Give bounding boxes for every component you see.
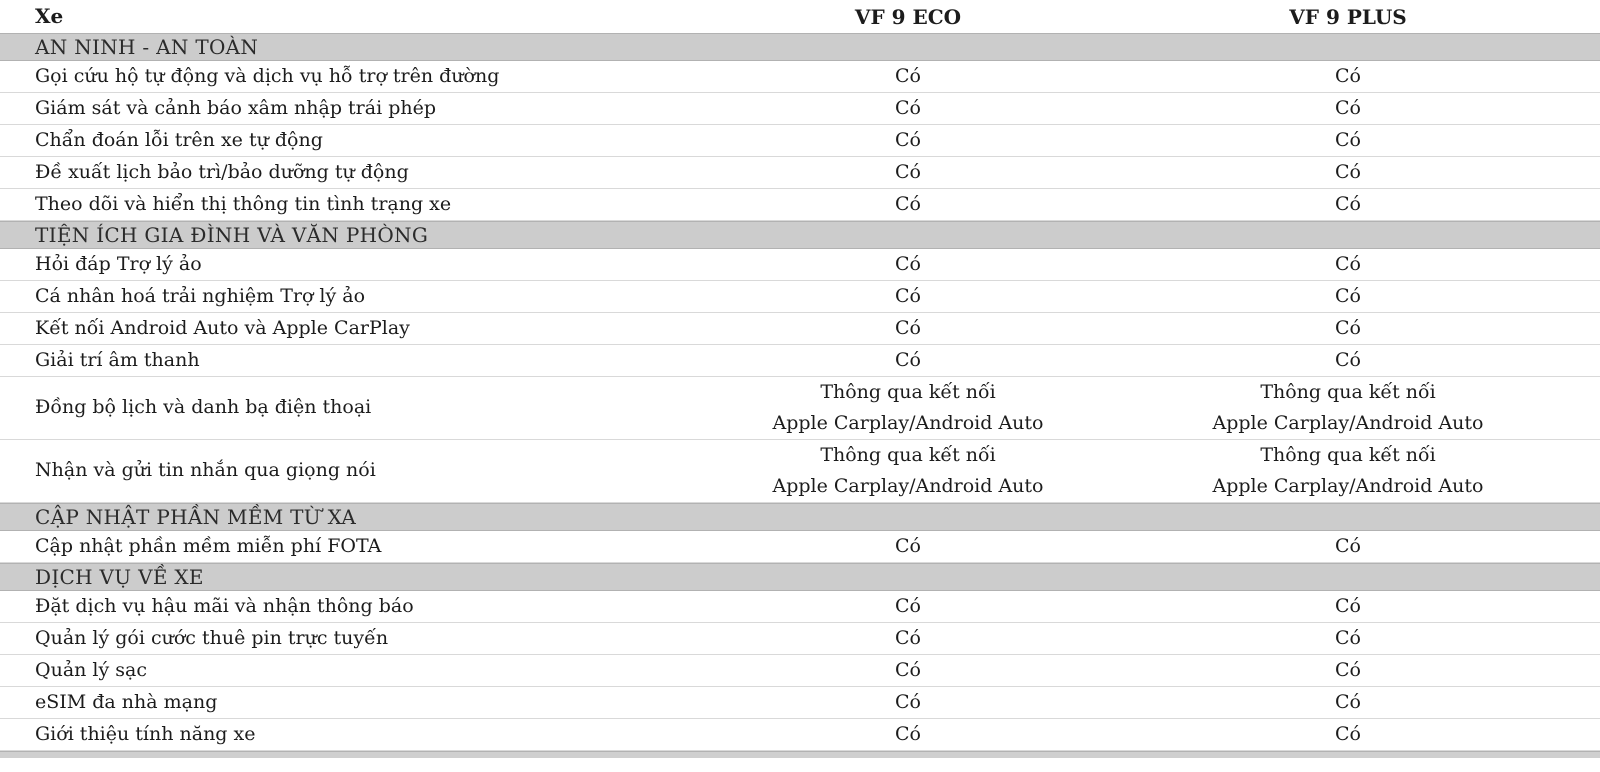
feature-name: Quản lý sạc: [35, 658, 147, 681]
value-line: Có: [895, 317, 921, 339]
value-plus-cell: [1128, 249, 1568, 280]
feature-name: Giới thiệu tính năng xe: [35, 722, 256, 745]
value-plus-cell: [1128, 623, 1568, 654]
value-eco-cell: [688, 591, 1128, 622]
value-eco-cell: [688, 440, 1128, 502]
value-plus-cell: [1128, 440, 1568, 502]
feature-name: Quản lý gói cước thuê pin trực tuyến: [35, 626, 389, 649]
value-plus-cell: [1128, 687, 1568, 718]
value-plus-cell: [1128, 531, 1568, 562]
table-row: [0, 719, 1600, 751]
value-line: Có: [895, 285, 921, 307]
value-line: Có: [895, 627, 921, 649]
table-row: [0, 345, 1600, 377]
value-eco-cell: [688, 345, 1128, 376]
feature-name: Theo dõi và hiển thị thông tin tình trạng xe: [35, 192, 452, 215]
value-line: Có: [1335, 595, 1361, 617]
section-header-band: [0, 563, 1600, 591]
next-section-band-cutoff: [0, 751, 1600, 758]
value-eco-cell: [688, 157, 1128, 188]
value-eco-cell: [688, 93, 1128, 124]
section-header-band: [0, 503, 1600, 531]
value-line: Apple Carplay/Android Auto: [772, 475, 1044, 497]
value-eco-cell: [688, 655, 1128, 686]
table-row: [0, 189, 1600, 221]
value-plus-cell: [1128, 719, 1568, 750]
table-row: [0, 281, 1600, 313]
value-eco-cell: [688, 189, 1128, 220]
value-eco-cell: [688, 623, 1128, 654]
feature-name: Giải trí âm thanh: [35, 348, 200, 371]
value-line: Apple Carplay/Android Auto: [772, 412, 1044, 434]
table-row: [0, 623, 1600, 655]
value-plus-cell: [1128, 189, 1568, 220]
table-row: [0, 61, 1600, 93]
feature-name: Chẩn đoán lỗi trên xe tự động: [35, 128, 323, 151]
feature-name: eSIM đa nhà mạng: [35, 690, 218, 713]
feature-name: Kết nối Android Auto và Apple CarPlay: [35, 316, 410, 339]
value-eco-cell: [688, 281, 1128, 312]
table-row: [0, 687, 1600, 719]
value-plus-cell: [1128, 377, 1568, 439]
value-line: Có: [1335, 253, 1361, 275]
value-line: Apple Carplay/Android Auto: [1212, 412, 1484, 434]
value-eco-cell: [688, 531, 1128, 562]
value-eco-cell: [688, 313, 1128, 344]
value-line: Có: [1335, 723, 1361, 745]
value-line: Thông qua kết nối: [1260, 381, 1436, 403]
value-plus-cell: [1128, 61, 1568, 92]
value-plus-cell: [1128, 281, 1568, 312]
value-line: Có: [895, 535, 921, 557]
value-line: Có: [895, 349, 921, 371]
value-line: Có: [1335, 535, 1361, 557]
table-row: [0, 531, 1600, 563]
value-line: Có: [1335, 65, 1361, 87]
value-eco-cell: [688, 249, 1128, 280]
value-line: Có: [1335, 161, 1361, 183]
table-row: [0, 591, 1600, 623]
feature-name: Hỏi đáp Trợ lý ảo: [35, 252, 202, 275]
value-line: Apple Carplay/Android Auto: [1212, 475, 1484, 497]
feature-name: Đồng bộ lịch và danh bạ điện thoại: [35, 396, 372, 419]
section-title: CẬP NHẬT PHẦN MỀM TỪ XA: [35, 505, 357, 529]
value-line: Có: [895, 595, 921, 617]
header-feature-column: Xe: [35, 4, 64, 28]
value-line: Có: [895, 659, 921, 681]
table-row: [0, 377, 1600, 440]
section-title: TIỆN ÍCH GIA ĐÌNH VÀ VĂN PHÒNG: [35, 223, 429, 247]
value-line: Có: [1335, 349, 1361, 371]
feature-name: Cập nhật phần mềm miễn phí FOTA: [35, 534, 382, 557]
section-title: AN NINH - AN TOÀN: [35, 35, 259, 59]
value-eco-cell: [688, 125, 1128, 156]
section-header-band: [0, 33, 1600, 61]
value-line: Có: [895, 65, 921, 87]
value-line: Có: [895, 723, 921, 745]
value-line: Có: [1335, 659, 1361, 681]
table-row: [0, 655, 1600, 687]
section-header-band: [0, 221, 1600, 249]
table-row: [0, 157, 1600, 189]
value-line: Có: [1335, 129, 1361, 151]
section-title: DỊCH VỤ VỀ XE: [35, 565, 204, 589]
header-vf9-plus-column: VF 9 PLUS: [1289, 4, 1407, 29]
table-row: [0, 440, 1600, 503]
value-line: Có: [1335, 193, 1361, 215]
table-row: [0, 313, 1600, 345]
value-line: Có: [895, 193, 921, 215]
value-plus-cell: [1128, 591, 1568, 622]
value-eco-cell: [688, 687, 1128, 718]
value-line: Có: [895, 161, 921, 183]
table-row: [0, 93, 1600, 125]
value-line: Thông qua kết nối: [820, 381, 996, 403]
value-line: Có: [1335, 285, 1361, 307]
value-line: Có: [1335, 97, 1361, 119]
value-line: Thông qua kết nối: [820, 444, 996, 466]
table-header-row: [0, 0, 1600, 33]
table-body: [0, 33, 1600, 751]
value-eco-cell: [688, 377, 1128, 439]
feature-name: Cá nhân hoá trải nghiệm Trợ lý ảo: [35, 284, 366, 307]
value-plus-cell: [1128, 157, 1568, 188]
table-row: [0, 125, 1600, 157]
header-vf9-eco-column: VF 9 ECO: [854, 4, 962, 29]
value-plus-cell: [1128, 93, 1568, 124]
value-plus-cell: [1128, 313, 1568, 344]
value-line: Có: [895, 691, 921, 713]
value-line: Có: [1335, 627, 1361, 649]
feature-name: Giám sát và cảnh báo xâm nhập trái phép: [35, 96, 437, 119]
feature-name: Nhận và gửi tin nhắn qua giọng nói: [35, 459, 376, 482]
feature-name: Đặt dịch vụ hậu mãi và nhận thông báo: [35, 594, 414, 617]
value-line: Có: [1335, 691, 1361, 713]
value-line: Thông qua kết nối: [1260, 444, 1436, 466]
feature-name: Gọi cứu hộ tự động và dịch vụ hỗ trợ trên đường: [35, 64, 500, 87]
value-plus-cell: [1128, 345, 1568, 376]
value-plus-cell: [1128, 125, 1568, 156]
value-line: Có: [895, 97, 921, 119]
value-eco-cell: [688, 719, 1128, 750]
value-line: Có: [1335, 317, 1361, 339]
table-row: [0, 249, 1600, 281]
value-line: Có: [895, 129, 921, 151]
value-line: Có: [895, 253, 921, 275]
value-eco-cell: [688, 61, 1128, 92]
feature-name: Đề xuất lịch bảo trì/bảo dưỡng tự động: [35, 160, 409, 183]
value-plus-cell: [1128, 655, 1568, 686]
